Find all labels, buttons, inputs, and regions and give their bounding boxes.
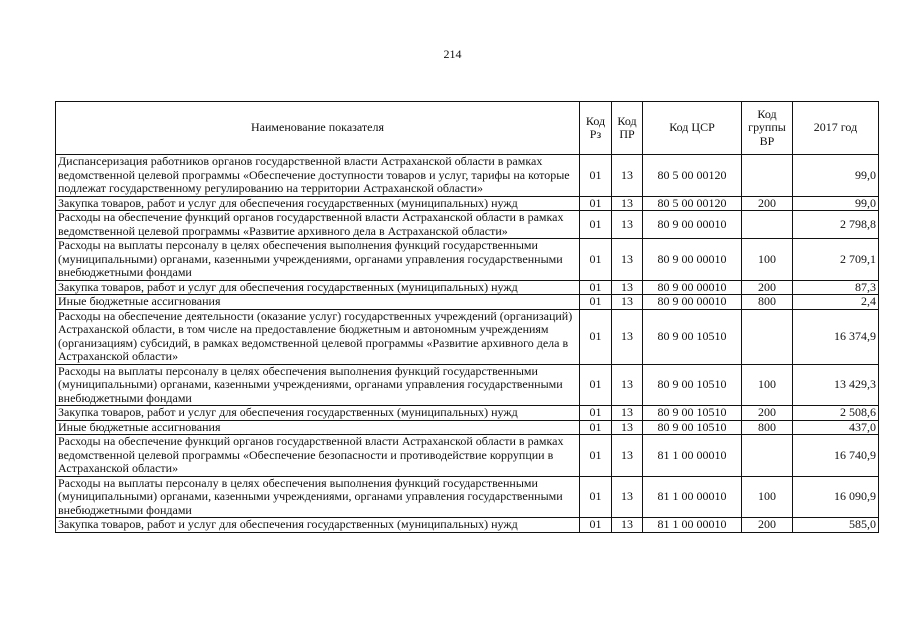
row-value: 2,4	[793, 295, 879, 310]
row-vr: 200	[742, 280, 793, 295]
row-csr: 81 1 00 00010	[643, 476, 742, 518]
row-rz: 01	[580, 196, 612, 211]
row-name: Расходы на выплаты персоналу в целях обеспечения выполнения функций государственными (муниципальными) органами, казенными учреждениями, органами управления государственными внебюджетными фондами	[56, 364, 580, 406]
table-row	[56, 476, 879, 518]
row-vr: 800	[742, 420, 793, 435]
row-value: 2 798,8	[793, 211, 879, 239]
table-row	[56, 364, 879, 406]
row-name: Иные бюджетные ассигнования	[56, 295, 580, 310]
row-vr: 800	[742, 295, 793, 310]
row-value: 437,0	[793, 420, 879, 435]
row-value: 2 508,6	[793, 406, 879, 421]
row-rz: 01	[580, 155, 612, 197]
table-header-row	[56, 102, 879, 155]
header-pr: Код ПР	[612, 102, 643, 155]
row-vr: 200	[742, 518, 793, 533]
row-csr: 80 9 00 00010	[643, 280, 742, 295]
row-value: 99,0	[793, 196, 879, 211]
row-rz: 01	[580, 309, 612, 364]
row-name: Диспансеризация работников органов государственной власти Астраханской области в рамках ведомственной целевой программы «Обеспечение доступности товаров и услуг, тарифы на которые подлежат государственному регулированию на территории Астраханской области»	[56, 155, 580, 197]
row-name: Расходы на выплаты персоналу в целях обеспечения выполнения функций государственными (муниципальными) органами, казенными учреждениями, органами управления государственными внебюджетными фондами	[56, 239, 580, 281]
row-name: Расходы на выплаты персоналу в целях обеспечения выполнения функций государственными (муниципальными) органами, казенными учреждениями, органами управления государственными внебюджетными фондами	[56, 476, 580, 518]
row-value: 585,0	[793, 518, 879, 533]
row-name: Иные бюджетные ассигнования	[56, 420, 580, 435]
row-vr	[742, 155, 793, 197]
row-csr: 81 1 00 00010	[643, 518, 742, 533]
row-csr: 80 9 00 00010	[643, 295, 742, 310]
row-vr: 100	[742, 239, 793, 281]
row-csr: 80 5 00 00120	[643, 196, 742, 211]
table-row	[56, 309, 879, 364]
row-vr	[742, 309, 793, 364]
row-pr: 13	[612, 155, 643, 197]
table-row	[56, 518, 879, 533]
row-rz: 01	[580, 406, 612, 421]
header-vr: Код группы ВР	[742, 102, 793, 155]
row-rz: 01	[580, 364, 612, 406]
row-pr: 13	[612, 239, 643, 281]
row-name: Расходы на обеспечение деятельности (оказание услуг) государственных учреждений (организаций) Астраханской области, в том числе на предоставление бюджетным и автономным учреждениям (организациям) субсидий, в рамках ведомственной целевой программы «Развитие архивного дела в Астраханской области»	[56, 309, 580, 364]
row-value: 2 709,1	[793, 239, 879, 281]
budget-table	[55, 101, 879, 533]
header-csr: Код ЦСР	[643, 102, 742, 155]
row-value: 16 090,9	[793, 476, 879, 518]
row-vr: 100	[742, 364, 793, 406]
row-rz: 01	[580, 435, 612, 477]
row-pr: 13	[612, 435, 643, 477]
row-vr: 100	[742, 476, 793, 518]
header-rz: Код Рз	[580, 102, 612, 155]
row-csr: 80 9 00 10510	[643, 309, 742, 364]
table-row	[56, 406, 879, 421]
page-number: 214	[443, 47, 462, 61]
row-vr	[742, 211, 793, 239]
row-rz: 01	[580, 211, 612, 239]
table-row	[56, 435, 879, 477]
row-csr: 80 9 00 10510	[643, 406, 742, 421]
row-value: 87,3	[793, 280, 879, 295]
row-rz: 01	[580, 476, 612, 518]
row-name: Закупка товаров, работ и услуг для обеспечения государственных (муниципальных) нужд	[56, 518, 580, 533]
row-name: Закупка товаров, работ и услуг для обеспечения государственных (муниципальных) нужд	[56, 406, 580, 421]
row-csr: 80 5 00 00120	[643, 155, 742, 197]
row-value: 13 429,3	[793, 364, 879, 406]
row-name: Закупка товаров, работ и услуг для обеспечения государственных (муниципальных) нужд	[56, 280, 580, 295]
row-value: 16 740,9	[793, 435, 879, 477]
row-pr: 13	[612, 406, 643, 421]
row-pr: 13	[612, 518, 643, 533]
row-rz: 01	[580, 295, 612, 310]
row-rz: 01	[580, 518, 612, 533]
row-csr: 80 9 00 10510	[643, 364, 742, 406]
header-year: 2017 год	[793, 102, 879, 155]
row-vr	[742, 435, 793, 477]
row-rz: 01	[580, 239, 612, 281]
table-row	[56, 280, 879, 295]
row-rz: 01	[580, 280, 612, 295]
row-csr: 80 9 00 00010	[643, 239, 742, 281]
row-name: Расходы на обеспечение функций органов государственной власти Астраханской области в рамках ведомственной целевой программы «Обеспечение безопасности и противодействие коррупции в Астраханской области»	[56, 435, 580, 477]
row-csr: 80 9 00 00010	[643, 211, 742, 239]
row-pr: 13	[612, 295, 643, 310]
row-pr: 13	[612, 309, 643, 364]
table-row	[56, 211, 879, 239]
row-name: Закупка товаров, работ и услуг для обеспечения государственных (муниципальных) нужд	[56, 196, 580, 211]
row-name: Расходы на обеспечение функций органов государственной власти Астраханской области в рамках ведомственной целевой программы «Развитие архивного дела в Астраханской области»	[56, 211, 580, 239]
row-pr: 13	[612, 476, 643, 518]
table-row	[56, 239, 879, 281]
row-pr: 13	[612, 196, 643, 211]
row-pr: 13	[612, 280, 643, 295]
table-row	[56, 196, 879, 211]
table-row	[56, 155, 879, 197]
row-pr: 13	[612, 364, 643, 406]
table-row	[56, 420, 879, 435]
row-value: 16 374,9	[793, 309, 879, 364]
header-name: Наименование показателя	[56, 102, 580, 155]
row-pr: 13	[612, 211, 643, 239]
row-vr: 200	[742, 406, 793, 421]
table-row	[56, 295, 879, 310]
row-value: 99,0	[793, 155, 879, 197]
row-csr: 81 1 00 00010	[643, 435, 742, 477]
row-csr: 80 9 00 10510	[643, 420, 742, 435]
row-rz: 01	[580, 420, 612, 435]
row-vr: 200	[742, 196, 793, 211]
row-pr: 13	[612, 420, 643, 435]
